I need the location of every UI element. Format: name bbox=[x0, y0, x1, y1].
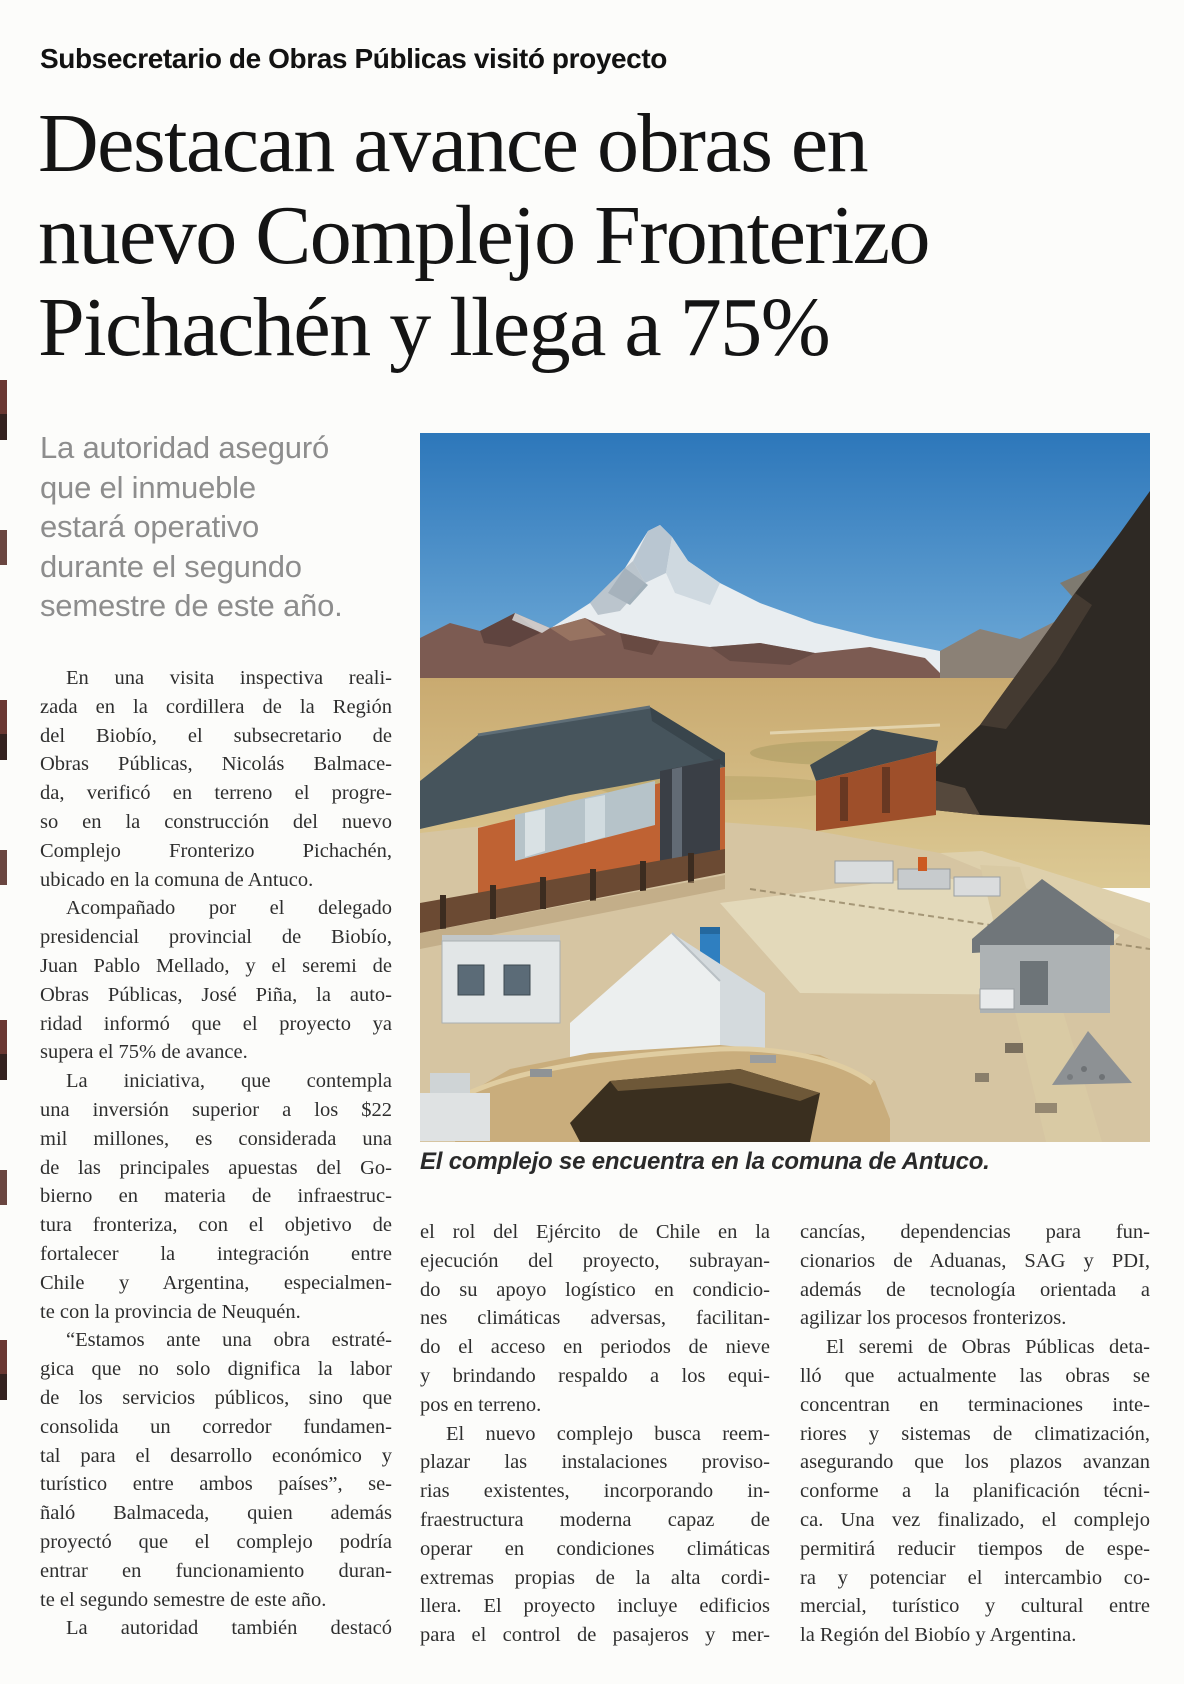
body-line: para el control de pasajeros y mer- bbox=[420, 1624, 770, 1647]
body-line: do su apoyo logístico en condicio- bbox=[420, 1278, 770, 1301]
article-photo bbox=[420, 433, 1150, 1142]
body-line: plazar las instalaciones proviso- bbox=[420, 1451, 770, 1474]
scan-artifact-left-edge bbox=[0, 380, 7, 1440]
body-line: y brindando respaldo a los equi- bbox=[420, 1364, 770, 1387]
paragraph bbox=[420, 1218, 770, 1420]
body-line: del Biobío, el subsecretario de bbox=[40, 724, 392, 747]
paragraph bbox=[40, 1067, 392, 1326]
body-line: turístico entre ambos países”, se- bbox=[40, 1473, 392, 1496]
body-line: llera. El proyecto incluye edificios bbox=[420, 1595, 770, 1618]
body-line: asegurando que los plazos avanzan bbox=[800, 1451, 1150, 1474]
standfirst-line: estará operativo bbox=[40, 509, 260, 544]
body-line: da, verificó en terreno el progre- bbox=[40, 782, 392, 805]
body-line: ñaló Balmaceda, quien además bbox=[40, 1502, 392, 1525]
body-line: supera el 75% de avance. bbox=[40, 1041, 248, 1064]
body-line: consolida un corredor fundamen- bbox=[40, 1415, 392, 1438]
body-line: Complejo Fronterizo Pichachén, bbox=[40, 839, 392, 862]
body-line: te con la provincia de Neuquén. bbox=[40, 1300, 301, 1323]
white-container-office bbox=[442, 935, 560, 1023]
standfirst-line: durante el segundo bbox=[40, 548, 302, 584]
body-line: cancías, dependencias para fun- bbox=[800, 1221, 1150, 1243]
body-line: el rol del Ejército de Chile en la bbox=[420, 1221, 770, 1243]
paragraph bbox=[40, 664, 392, 894]
body-line: extremas propias de la alta cordi- bbox=[420, 1566, 770, 1589]
body-line: so en la construcción del nuevo bbox=[40, 810, 392, 833]
kicker: Subsecretario de Obras Públicas visitó proyecto bbox=[40, 43, 667, 74]
body-line: gica que no solo dignifica la labor bbox=[40, 1358, 392, 1381]
standfirst bbox=[40, 428, 390, 626]
body-line: “Estamos ante una obra estraté- bbox=[66, 1329, 392, 1352]
article-column-left bbox=[40, 664, 392, 1656]
body-line: riores y sistemas de climatización, bbox=[800, 1422, 1150, 1445]
body-line: Acompañado por el delegado bbox=[66, 897, 392, 920]
body-line: de los servicios públicos, sino que bbox=[40, 1386, 392, 1409]
headline bbox=[38, 98, 1160, 374]
body-line: fraestructura moderna capaz de bbox=[420, 1508, 770, 1531]
body-line: operar en condiciones climáticas bbox=[420, 1537, 770, 1560]
body-line: concentran en terminaciones inte- bbox=[800, 1393, 1150, 1416]
paragraph bbox=[800, 1218, 1150, 1333]
paragraph bbox=[40, 1326, 392, 1614]
body-line: cionarios de Aduanas, SAG y PDI, bbox=[800, 1249, 1150, 1272]
body-line: ubicado en la comuna de Antuco. bbox=[40, 868, 314, 891]
body-line: mil millones, es considerada una bbox=[40, 1127, 392, 1150]
body-line: tura fronteriza, con el objetivo de bbox=[40, 1214, 392, 1237]
body-line: do el acceso en periodos de nieve bbox=[420, 1336, 770, 1359]
photo-illustration bbox=[420, 433, 1150, 1142]
body-line: La autoridad también destacó bbox=[66, 1617, 392, 1640]
body-line: Juan Pablo Mellado, y el seremi de bbox=[40, 954, 392, 977]
body-line: Chile y Argentina, especialmen- bbox=[40, 1271, 392, 1294]
article-column-middle bbox=[420, 1218, 770, 1658]
body-line: El nuevo complejo busca reem- bbox=[446, 1422, 770, 1445]
body-line: conforme a la planificación técni- bbox=[800, 1480, 1150, 1503]
body-line: agilizar los procesos fronterizos. bbox=[800, 1307, 1067, 1330]
paragraph bbox=[40, 1614, 392, 1643]
body-line: ca. Una vez finalizado, el complejo bbox=[800, 1508, 1150, 1531]
body-line: La iniciativa, que contempla bbox=[66, 1070, 392, 1093]
body-line: de las principales apuestas del Go- bbox=[40, 1156, 392, 1179]
headline-line: Pichachén y llega a 75% bbox=[38, 281, 830, 374]
paragraph bbox=[800, 1333, 1150, 1650]
body-line: bierno en materia de infraestruc- bbox=[40, 1185, 392, 1208]
headline-line: Destacan avance obras en bbox=[38, 97, 868, 190]
body-line: zada en la cordillera de la Región bbox=[40, 695, 392, 718]
body-line: entrar en funcionamiento duran- bbox=[40, 1559, 392, 1582]
body-line: ridad informó que el proyecto ya bbox=[40, 1012, 392, 1035]
standfirst-line: semestre de este año. bbox=[40, 588, 343, 623]
body-line: lló que actualmente las obras se bbox=[800, 1364, 1150, 1387]
body-line: la Región del Biobío y Argentina. bbox=[800, 1624, 1077, 1647]
body-line: fortalecer la integración entre bbox=[40, 1242, 392, 1265]
body-line: ra y potenciar el intercambio co- bbox=[800, 1566, 1150, 1589]
body-line: presidencial provincial de Biobío, bbox=[40, 926, 392, 949]
body-line: El seremi de Obras Públicas deta- bbox=[826, 1336, 1150, 1359]
photo-caption: El complejo se encuentra en la comuna de Antuco. bbox=[420, 1148, 990, 1175]
body-line: una inversión superior a los $22 bbox=[40, 1098, 392, 1121]
body-line: pos en terreno. bbox=[420, 1393, 542, 1416]
body-line: permitirá reducir tiempos de espe- bbox=[800, 1537, 1150, 1560]
body-line: Obras Públicas, Nicolás Balmace- bbox=[40, 753, 392, 776]
body-line: proyectó que el complejo podría bbox=[40, 1530, 392, 1553]
body-line: mercial, turístico y cultural entre bbox=[800, 1595, 1150, 1618]
body-line: te el segundo semestre de este año. bbox=[40, 1588, 327, 1611]
body-line: rias existentes, incorporando in- bbox=[420, 1480, 770, 1503]
body-line: ejecución del proyecto, subrayan- bbox=[420, 1249, 770, 1272]
headline-line: nuevo Complejo Fronterizo bbox=[38, 189, 930, 282]
body-line: nes climáticas adversas, facilitan- bbox=[420, 1307, 770, 1330]
paragraph bbox=[40, 894, 392, 1067]
body-line: además de tecnología orientada a bbox=[800, 1278, 1150, 1301]
standfirst-line: La autoridad aseguró bbox=[40, 430, 330, 465]
standfirst-line: que el inmueble bbox=[40, 469, 256, 505]
body-line: tal para el desarrollo económico y bbox=[40, 1444, 392, 1467]
paragraph bbox=[420, 1420, 770, 1650]
body-line: En una visita inspectiva reali- bbox=[66, 667, 392, 689]
article-column-right bbox=[800, 1218, 1150, 1658]
body-line: Obras Públicas, José Piña, la auto- bbox=[40, 983, 392, 1006]
